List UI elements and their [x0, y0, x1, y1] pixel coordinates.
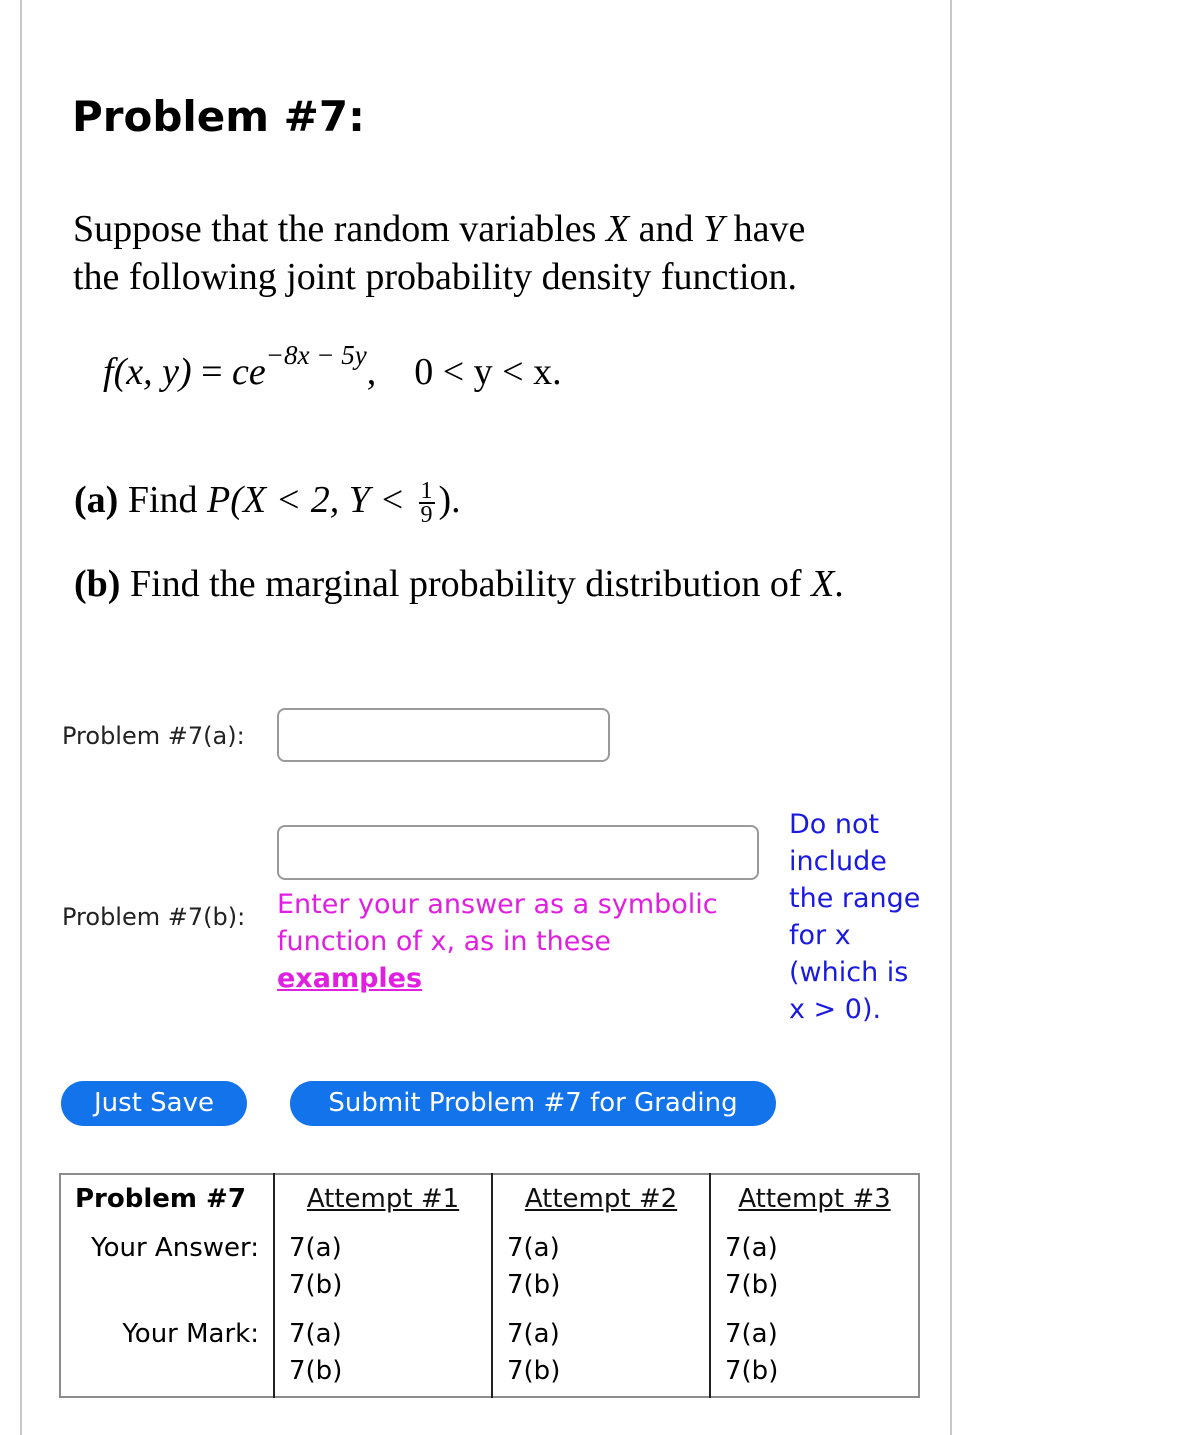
mark-row-label: Your Mark:	[60, 1310, 274, 1397]
examples-link[interactable]: examples	[277, 963, 423, 994]
attempt-1-link[interactable]	[274, 1174, 492, 1224]
note-line: include	[789, 846, 887, 877]
attempts-table	[59, 1173, 920, 1398]
cell-a: 7(a)	[507, 1319, 560, 1349]
answer-a-input[interactable]	[277, 708, 610, 762]
answer-row	[60, 1224, 919, 1310]
cell-a: 7(a)	[289, 1319, 342, 1349]
statement-text: and	[629, 208, 704, 250]
note-line: for x	[789, 920, 851, 951]
statement-text: Suppose that the random variables	[73, 208, 606, 250]
cell-b: 7(b)	[289, 1270, 343, 1300]
var-x: X	[605, 208, 630, 250]
formula-eq: =	[191, 351, 233, 393]
part-b-end: .	[834, 563, 844, 605]
mark-row	[60, 1310, 919, 1397]
just-save-button[interactable]: Just Save	[61, 1081, 247, 1126]
answer-b-hint	[277, 886, 718, 997]
fraction-numerator: 1	[420, 478, 433, 505]
part-b-text: Find the marginal probability distribution of	[120, 563, 812, 605]
hint-text: Enter your answer as a symbolic	[277, 889, 718, 920]
var-y: Y	[703, 208, 725, 250]
answer-b-label: Problem #7(b):	[62, 903, 246, 931]
attempt-2-answer	[492, 1224, 710, 1310]
part-b	[74, 562, 844, 606]
answer-b-input[interactable]	[277, 825, 759, 880]
cell-b: 7(b)	[725, 1356, 779, 1386]
submit-button[interactable]: Submit Problem #7 for Grading	[290, 1081, 776, 1126]
attempt-1-mark	[274, 1310, 492, 1397]
part-a-label: (a)	[74, 479, 119, 521]
attempt-2-mark	[492, 1310, 710, 1397]
right-border	[950, 0, 952, 1435]
cell-b: 7(b)	[289, 1356, 343, 1386]
attempt-1-answer	[274, 1224, 492, 1310]
attempt-3-link[interactable]	[710, 1174, 919, 1224]
formula-ce: ce	[232, 351, 266, 393]
formula-comma: ,	[366, 351, 377, 393]
fraction-denominator: 9	[420, 502, 433, 529]
cell-a: 7(a)	[289, 1233, 342, 1263]
note-line: x > 0).	[789, 994, 882, 1025]
cell-b: 7(b)	[507, 1270, 561, 1300]
part-a-text: Find	[118, 479, 208, 521]
note-line: the range	[789, 883, 921, 914]
formula-args: (x, y)	[113, 351, 192, 393]
part-b-label: (b)	[74, 563, 121, 605]
part-a-prob: P(X < 2, Y <	[207, 479, 415, 521]
problem-title: Problem #7:	[72, 92, 365, 141]
part-a-close: ).	[438, 479, 461, 521]
attempt-2-link[interactable]	[492, 1174, 710, 1224]
note-line: (which is	[789, 957, 909, 988]
cell-b: 7(b)	[507, 1356, 561, 1386]
formula-domain: 0 < y < x.	[414, 351, 562, 393]
cell-a: 7(a)	[507, 1233, 560, 1263]
attempt-1-label[interactable]: Attempt #1	[306, 1184, 460, 1214]
attempt-2-label[interactable]: Attempt #2	[524, 1184, 678, 1214]
answer-a-label: Problem #7(a):	[62, 722, 245, 750]
attempts-header-row	[60, 1174, 919, 1224]
table-header: Problem #7	[60, 1174, 274, 1224]
answer-row-label: Your Answer:	[60, 1224, 274, 1310]
formula-exponent: −8x − 5y	[265, 340, 367, 370]
statement-text: the following joint probability density function.	[73, 256, 798, 298]
note-line: Do not	[789, 809, 880, 840]
problem-statement	[73, 205, 805, 301]
cell-b: 7(b)	[725, 1270, 779, 1300]
attempt-3-answer	[710, 1224, 919, 1310]
part-b-var: X	[811, 563, 835, 605]
attempt-3-mark	[710, 1310, 919, 1397]
pdf-formula	[103, 340, 562, 394]
fraction	[419, 478, 435, 529]
range-note	[789, 806, 920, 1028]
cell-a: 7(a)	[725, 1319, 778, 1349]
left-border	[20, 0, 22, 1435]
formula-f: f	[103, 351, 114, 393]
statement-text: have	[724, 208, 806, 250]
attempt-3-label[interactable]: Attempt #3	[738, 1184, 891, 1214]
hint-text: function of x, as in these	[277, 926, 612, 957]
cell-a: 7(a)	[725, 1233, 778, 1263]
part-a	[74, 478, 461, 529]
